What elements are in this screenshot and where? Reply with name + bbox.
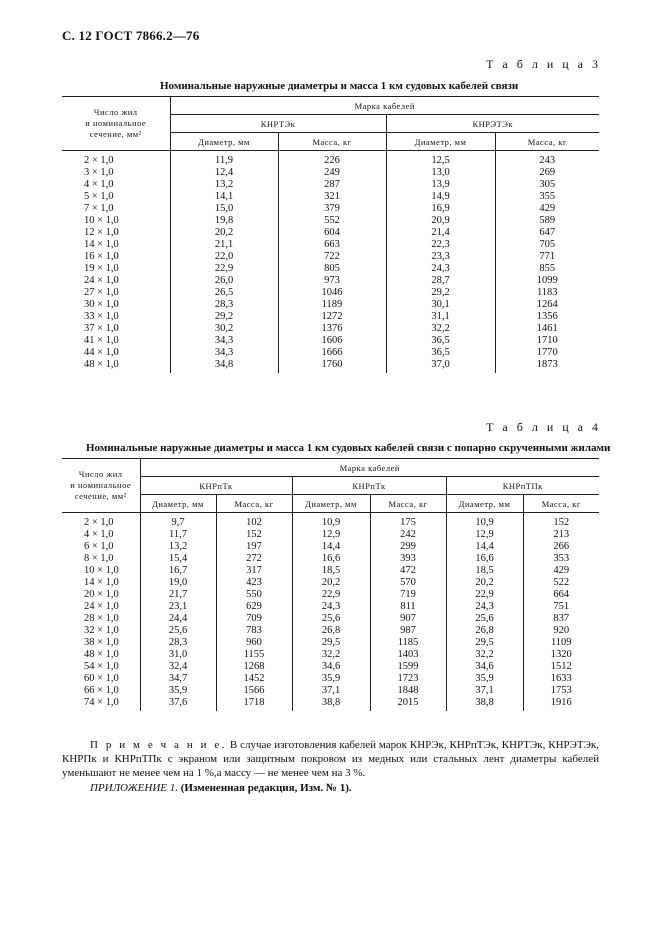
table-cell: 837 [523, 613, 599, 625]
table-cell: 249 [278, 167, 386, 179]
table3-label: Т а б л и ц а 3 [486, 57, 601, 71]
table-cell: 709 [216, 613, 292, 625]
table-cell: 37,1 [292, 685, 370, 697]
table-cell: 1320 [523, 649, 599, 661]
row-header-line: Число жил [93, 107, 138, 117]
diameter-header: Диаметр, мм [386, 133, 495, 151]
table-row [62, 203, 599, 215]
table-cell: 26,0 [170, 275, 278, 287]
table-cell: 1452 [216, 673, 292, 685]
table-cell: 22,3 [386, 239, 495, 251]
table-cell: 38,8 [292, 697, 370, 711]
row-label-cell: 24 × 1,0 [84, 601, 119, 612]
table-cell: 28,7 [386, 275, 495, 287]
table4-body [62, 513, 599, 712]
table-row [62, 649, 599, 661]
table-cell: 907 [370, 613, 446, 625]
table-cell: 973 [278, 275, 386, 287]
table-cell: 1599 [370, 661, 446, 673]
row-label-cell: 7 × 1,0 [84, 203, 114, 214]
table-row [62, 541, 599, 553]
table-cell: 272 [216, 553, 292, 565]
row-label-cell: 2 × 1,0 [84, 517, 114, 528]
table-cell: 321 [278, 191, 386, 203]
table-cell: 805 [278, 263, 386, 275]
diameter-header: Диаметр, мм [170, 133, 278, 151]
table-cell: 719 [370, 589, 446, 601]
table-cell: 15,4 [140, 553, 216, 565]
row-header-line: и номинальное [85, 118, 147, 128]
row-label-cell: 37 × 1,0 [84, 323, 119, 334]
table-cell: 24,3 [386, 263, 495, 275]
table-row [62, 151, 599, 168]
table-cell: 12,4 [170, 167, 278, 179]
table-cell: 1272 [278, 311, 386, 323]
table-cell: 30,2 [170, 323, 278, 335]
table-cell: 28,3 [140, 637, 216, 649]
table-cell: 20,2 [446, 577, 523, 589]
table-cell: 152 [523, 513, 599, 530]
table-cell: 29,2 [170, 311, 278, 323]
row-label-cell: 8 × 1,0 [84, 553, 114, 564]
table-cell: 37,6 [140, 697, 216, 711]
table-cell: 24,4 [140, 613, 216, 625]
table-row [62, 661, 599, 673]
table-cell: 14,4 [446, 541, 523, 553]
table-cell: 24,3 [446, 601, 523, 613]
appendix-title: ПРИЛОЖЕНИЕ 1. [90, 782, 178, 794]
row-label-cell: 41 × 1,0 [84, 335, 119, 346]
table-cell: 1873 [495, 359, 599, 373]
table-row [62, 263, 599, 275]
table-cell: 19,0 [140, 577, 216, 589]
table-cell: 18,5 [292, 565, 370, 577]
table-cell: 1185 [370, 637, 446, 649]
table-cell: 28,3 [170, 299, 278, 311]
table-cell: 1046 [278, 287, 386, 299]
table-cell: 31,0 [140, 649, 216, 661]
table-cell: 317 [216, 565, 292, 577]
row-label-cell: 5 × 1,0 [84, 191, 114, 202]
table-cell: 36,5 [386, 335, 495, 347]
table-cell: 22,9 [446, 589, 523, 601]
table3-brand-header: КНРЭТЭк [386, 115, 599, 133]
table-cell: 1356 [495, 311, 599, 323]
table-row [62, 553, 599, 565]
table-cell: 29,5 [292, 637, 370, 649]
table-row [62, 191, 599, 203]
table-row [62, 347, 599, 359]
row-label-cell: 74 × 1,0 [84, 697, 119, 708]
table4-brand-header: КНРпТПк [446, 477, 599, 495]
table-row [62, 179, 599, 191]
table-cell: 855 [495, 263, 599, 275]
table-cell: 14,4 [292, 541, 370, 553]
table-cell: 21,1 [170, 239, 278, 251]
appendix-line [90, 782, 352, 794]
table-cell: 26,8 [292, 625, 370, 637]
table-cell: 1376 [278, 323, 386, 335]
table-cell: 20,2 [292, 577, 370, 589]
table-cell: 19,8 [170, 215, 278, 227]
mass-header: Масса, кг [216, 495, 292, 513]
row-label-cell: 32 × 1,0 [84, 625, 119, 636]
table-cell: 429 [523, 565, 599, 577]
table-cell: 1099 [495, 275, 599, 287]
table-row [62, 311, 599, 323]
table-cell: 32,4 [140, 661, 216, 673]
table-cell: 1718 [216, 697, 292, 711]
table-cell: 14,9 [386, 191, 495, 203]
note-text: В случае изготовления кабелей марок КНРЭк, КНРпТЭк, КНРТЭк, КНРЭТЭк, КНРПк и КНРпТПк с экраном или защитным покровом из медных или стальных лент диаметры кабелей уменьшают не менее чем на 1 %,а массу — не менее чем на 3 %. [62, 739, 599, 779]
table-cell: 21,7 [140, 589, 216, 601]
table-cell: 22,0 [170, 251, 278, 263]
mass-header: Масса, кг [495, 133, 599, 151]
table-cell: 22,9 [170, 263, 278, 275]
table-cell: 811 [370, 601, 446, 613]
table-cell: 34,8 [170, 359, 278, 373]
row-label-cell: 6 × 1,0 [84, 541, 114, 552]
table-cell: 16,9 [386, 203, 495, 215]
table-row [62, 167, 599, 179]
table-cell: 287 [278, 179, 386, 191]
diameter-header: Диаметр, мм [446, 495, 523, 513]
table-cell: 34,6 [292, 661, 370, 673]
table-cell: 35,9 [446, 673, 523, 685]
table-cell: 1512 [523, 661, 599, 673]
row-label-cell: 12 × 1,0 [84, 227, 119, 238]
row-label-cell: 54 × 1,0 [84, 661, 119, 672]
table-row [62, 697, 599, 711]
table-cell: 243 [495, 151, 599, 168]
table4 [62, 458, 599, 711]
table-cell: 920 [523, 625, 599, 637]
table-cell: 29,5 [446, 637, 523, 649]
table-cell: 213 [523, 529, 599, 541]
table-cell: 1264 [495, 299, 599, 311]
row-label-cell: 19 × 1,0 [84, 263, 119, 274]
table-cell: 771 [495, 251, 599, 263]
table-row [62, 637, 599, 649]
table-cell: 589 [495, 215, 599, 227]
table4-label: Т а б л и ц а 4 [486, 420, 601, 434]
table-row [62, 529, 599, 541]
table-cell: 29,2 [386, 287, 495, 299]
table-cell: 16,7 [140, 565, 216, 577]
table-cell: 34,6 [446, 661, 523, 673]
table-cell: 1183 [495, 287, 599, 299]
row-label-cell: 10 × 1,0 [84, 565, 119, 576]
table-cell: 2015 [370, 697, 446, 711]
table-cell: 38,8 [446, 697, 523, 711]
table-cell: 25,6 [446, 613, 523, 625]
row-label-cell: 66 × 1,0 [84, 685, 119, 696]
table-cell: 783 [216, 625, 292, 637]
diameter-header: Диаметр, мм [140, 495, 216, 513]
table-cell: 175 [370, 513, 446, 530]
table-cell: 1633 [523, 673, 599, 685]
table-cell: 16,6 [292, 553, 370, 565]
table-cell: 1189 [278, 299, 386, 311]
table-cell: 429 [495, 203, 599, 215]
table-row [62, 625, 599, 637]
mass-header: Масса, кг [370, 495, 446, 513]
table-cell: 604 [278, 227, 386, 239]
row-header-line: и номинальное [70, 480, 132, 490]
table-cell: 355 [495, 191, 599, 203]
table-cell: 102 [216, 513, 292, 530]
table-cell: 1848 [370, 685, 446, 697]
table-cell: 1268 [216, 661, 292, 673]
appendix-revision: (Измененная редакция, Изм. № 1). [177, 782, 352, 794]
table-cell: 11,7 [140, 529, 216, 541]
table-cell: 570 [370, 577, 446, 589]
table-cell: 15,0 [170, 203, 278, 215]
table-cell: 23,3 [386, 251, 495, 263]
table-cell: 664 [523, 589, 599, 601]
page-header: С. 12 ГОСТ 7866.2—76 [62, 28, 200, 43]
table-cell: 36,5 [386, 347, 495, 359]
table-row [62, 577, 599, 589]
table-cell: 20,9 [386, 215, 495, 227]
note [62, 738, 599, 780]
table-cell: 353 [523, 553, 599, 565]
row-label-cell: 38 × 1,0 [84, 637, 119, 648]
table-cell: 1770 [495, 347, 599, 359]
table-row [62, 239, 599, 251]
table4-brand-header: КНРпТк [292, 477, 446, 495]
table-row [62, 275, 599, 287]
table-cell: 13,2 [140, 541, 216, 553]
table-cell: 32,2 [446, 649, 523, 661]
row-label-cell: 30 × 1,0 [84, 299, 119, 310]
row-label-cell: 10 × 1,0 [84, 215, 119, 226]
table-cell: 37,1 [446, 685, 523, 697]
table3-brand-header: КНРТЭк [170, 115, 386, 133]
table4-row-header [62, 459, 140, 513]
table-cell: 987 [370, 625, 446, 637]
table-row [62, 227, 599, 239]
table-cell: 37,0 [386, 359, 495, 373]
table-cell: 30,1 [386, 299, 495, 311]
table-cell: 26,8 [446, 625, 523, 637]
table-row [62, 613, 599, 625]
table-cell: 1723 [370, 673, 446, 685]
table-cell: 1666 [278, 347, 386, 359]
table-cell: 13,0 [386, 167, 495, 179]
table-cell: 34,3 [170, 335, 278, 347]
table-cell: 21,4 [386, 227, 495, 239]
row-header-line: сечение, мм² [89, 129, 142, 139]
table-cell: 25,6 [140, 625, 216, 637]
table-cell: 629 [216, 601, 292, 613]
table-cell: 12,9 [446, 529, 523, 541]
table-cell: 1753 [523, 685, 599, 697]
table-row [62, 513, 599, 530]
row-label-cell: 24 × 1,0 [84, 275, 119, 286]
table4-brand-header: КНРпТк [140, 477, 292, 495]
table-cell: 14,1 [170, 191, 278, 203]
table4-group-header: Марка кабелей [140, 459, 599, 477]
row-label-cell: 48 × 1,0 [84, 649, 119, 660]
table-cell: 1461 [495, 323, 599, 335]
table-cell: 1403 [370, 649, 446, 661]
table-cell: 13,2 [170, 179, 278, 191]
table-cell: 550 [216, 589, 292, 601]
table-cell: 1760 [278, 359, 386, 373]
row-label-cell: 60 × 1,0 [84, 673, 119, 684]
row-label-cell: 27 × 1,0 [84, 287, 119, 298]
table-cell: 16,6 [446, 553, 523, 565]
table-cell: 266 [523, 541, 599, 553]
table-cell: 24,3 [292, 601, 370, 613]
table-cell: 960 [216, 637, 292, 649]
table3-title: Номинальные наружные диаметры и масса 1 км судовых кабелей связи [160, 80, 519, 92]
table-cell: 32,2 [386, 323, 495, 335]
row-label-cell: 14 × 1,0 [84, 577, 119, 588]
table-cell: 25,6 [292, 613, 370, 625]
table-cell: 197 [216, 541, 292, 553]
table-cell: 305 [495, 179, 599, 191]
table-cell: 1155 [216, 649, 292, 661]
table-cell: 10,9 [446, 513, 523, 530]
table-row [62, 323, 599, 335]
table-cell: 22,9 [292, 589, 370, 601]
table-cell: 242 [370, 529, 446, 541]
row-label-cell: 4 × 1,0 [84, 529, 114, 540]
note-label: П р и м е ч а н и е. [90, 739, 228, 751]
mass-header: Масса, кг [523, 495, 599, 513]
row-label-cell: 28 × 1,0 [84, 613, 119, 624]
row-label-cell: 20 × 1,0 [84, 589, 119, 600]
mass-header: Масса, кг [278, 133, 386, 151]
row-label-cell: 44 × 1,0 [84, 347, 119, 358]
table-cell: 552 [278, 215, 386, 227]
table-cell: 751 [523, 601, 599, 613]
row-label-cell: 3 × 1,0 [84, 167, 114, 178]
table-cell: 34,7 [140, 673, 216, 685]
table-row [62, 287, 599, 299]
table-cell: 379 [278, 203, 386, 215]
table-cell: 423 [216, 577, 292, 589]
table-cell: 34,3 [170, 347, 278, 359]
table-cell: 472 [370, 565, 446, 577]
table-cell: 26,5 [170, 287, 278, 299]
table-cell: 35,9 [292, 673, 370, 685]
table-cell: 13,9 [386, 179, 495, 191]
table-cell: 1606 [278, 335, 386, 347]
table-cell: 31,1 [386, 311, 495, 323]
table-cell: 32,2 [292, 649, 370, 661]
table3-row-header [62, 97, 170, 151]
table-cell: 18,5 [446, 565, 523, 577]
table-cell: 1710 [495, 335, 599, 347]
table-cell: 152 [216, 529, 292, 541]
table-row [62, 251, 599, 263]
table-cell: 1916 [523, 697, 599, 711]
table-row [62, 335, 599, 347]
row-label-cell: 33 × 1,0 [84, 311, 119, 322]
table-cell: 226 [278, 151, 386, 168]
row-label-cell: 2 × 1,0 [84, 155, 114, 166]
table-row [62, 589, 599, 601]
table3 [62, 96, 599, 373]
table-cell: 299 [370, 541, 446, 553]
table-cell: 663 [278, 239, 386, 251]
row-label-cell: 4 × 1,0 [84, 179, 114, 190]
table-cell: 35,9 [140, 685, 216, 697]
table-cell: 12,9 [292, 529, 370, 541]
table3-body [62, 151, 599, 374]
table3-group-header: Марка кабелей [170, 97, 599, 115]
table-cell: 722 [278, 251, 386, 263]
row-header-line: сечение, мм² [74, 491, 127, 501]
table-row [62, 299, 599, 311]
table-cell: 23,1 [140, 601, 216, 613]
diameter-header: Диаметр, мм [292, 495, 370, 513]
table-row [62, 565, 599, 577]
table-cell: 1566 [216, 685, 292, 697]
table-cell: 11,9 [170, 151, 278, 168]
row-header-line: Число жил [78, 469, 123, 479]
row-label-cell: 48 × 1,0 [84, 359, 119, 370]
table-row [62, 673, 599, 685]
table-row [62, 601, 599, 613]
row-label-cell: 14 × 1,0 [84, 239, 119, 250]
table-cell: 12,5 [386, 151, 495, 168]
table-cell: 10,9 [292, 513, 370, 530]
table-row [62, 685, 599, 697]
row-label-cell: 16 × 1,0 [84, 251, 119, 262]
table-row [62, 359, 599, 373]
table-cell: 20,2 [170, 227, 278, 239]
table-cell: 269 [495, 167, 599, 179]
table-cell: 647 [495, 227, 599, 239]
table4-title: Номинальные наружные диаметры и масса 1 км судовых кабелей связи с попарно скрученными жилами [86, 442, 611, 454]
table-cell: 1109 [523, 637, 599, 649]
table-cell: 9,7 [140, 513, 216, 530]
table-cell: 522 [523, 577, 599, 589]
table-cell: 393 [370, 553, 446, 565]
table-cell: 705 [495, 239, 599, 251]
table-row [62, 215, 599, 227]
